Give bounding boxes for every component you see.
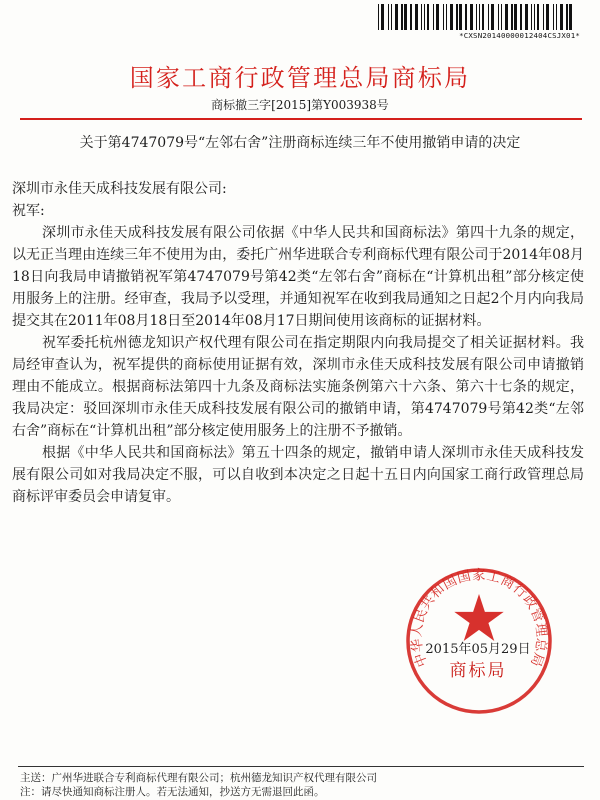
body-paragraph: 祝军委托杭州德龙知识产权代理有限公司在指定期限内向我局提交了相关证据材料。我局经审查认为，祝军提供的商标使用证据有效，深圳市永佳天成科技发展有限公司申请撤销理由不能成立。根据商标法第四十九条及商标法实施条例第六十六条、第六十七条的规定，我局决定：驳回深圳市永佳天成科技发展有限公司的撤销申请，第4747079号第42类“左邻右舍”商标在“计算机出租”部分核定使用服务上的注册不予撤销。	[12, 335, 584, 439]
footer-note-label: 注：	[20, 786, 41, 798]
document-body	[12, 178, 584, 508]
barcode-image	[378, 4, 574, 30]
footer-delivery-value: 广州华进联合专利商标代理有限公司；杭州德龙知识产权代理有限公司	[51, 772, 377, 784]
footer-note	[20, 785, 586, 799]
decision-title: 关于第4747079号“左邻右舍”注册商标连续三年不使用撤销申请的决定	[79, 135, 521, 151]
seal-date: 2015年05月29日	[425, 642, 531, 657]
footer-delivery	[20, 771, 586, 785]
agency-title: 国家工商行政管理总局商标局	[129, 64, 471, 92]
svg-text:中华人民共和国国家工商行政管理总局: 中华人民共和国国家工商行政管理总局	[408, 567, 550, 670]
header-divider	[20, 118, 582, 120]
footer	[20, 771, 586, 799]
body-paragraph: 深圳市永佳天成科技发展有限公司依据《中华人民共和国商标法》第四十九条的规定，以无正当理由连续三年不使用为由，委托广州华进联合专利商标代理有限公司于2014年08月18日向我局申请撤销祝军第4747079号第42类“左邻右舍”商标在“计算机出租”部分核定使用服务上的注册。经审查，我局予以受理，并通知祝军在收到我局通知之日起2个月内向我局提交其在2011年08月18日至2014年08月17日期间使用该商标的证据材料。	[12, 225, 584, 329]
footer-delivery-label: 主送：	[20, 772, 52, 784]
footer-divider	[18, 766, 584, 767]
document-number: 商标撤三字[2015]第Y003938号	[211, 98, 389, 112]
co-addressee: 祝军:	[12, 203, 45, 219]
addressee: 深圳市永佳天成科技发展有限公司:	[12, 181, 227, 197]
barcode-code: *CXSN20140000012404CSJX01*	[459, 31, 580, 40]
barcode-block	[374, 4, 580, 40]
body-paragraph: 根据《中华人民共和国商标法》第五十四条的规定，撤销申请人深圳市永佳天成科技发展有限公司如对我局决定不服，可以自收到本决定之日起十五日内向国家工商行政管理总局商标评审委员会申请复审。	[12, 445, 584, 505]
footer-note-value: 请尽快通知商标注册人。若无法通知，抄送方无需退回此函。	[41, 786, 325, 798]
seal-bureau-name: 商标局	[449, 661, 507, 681]
